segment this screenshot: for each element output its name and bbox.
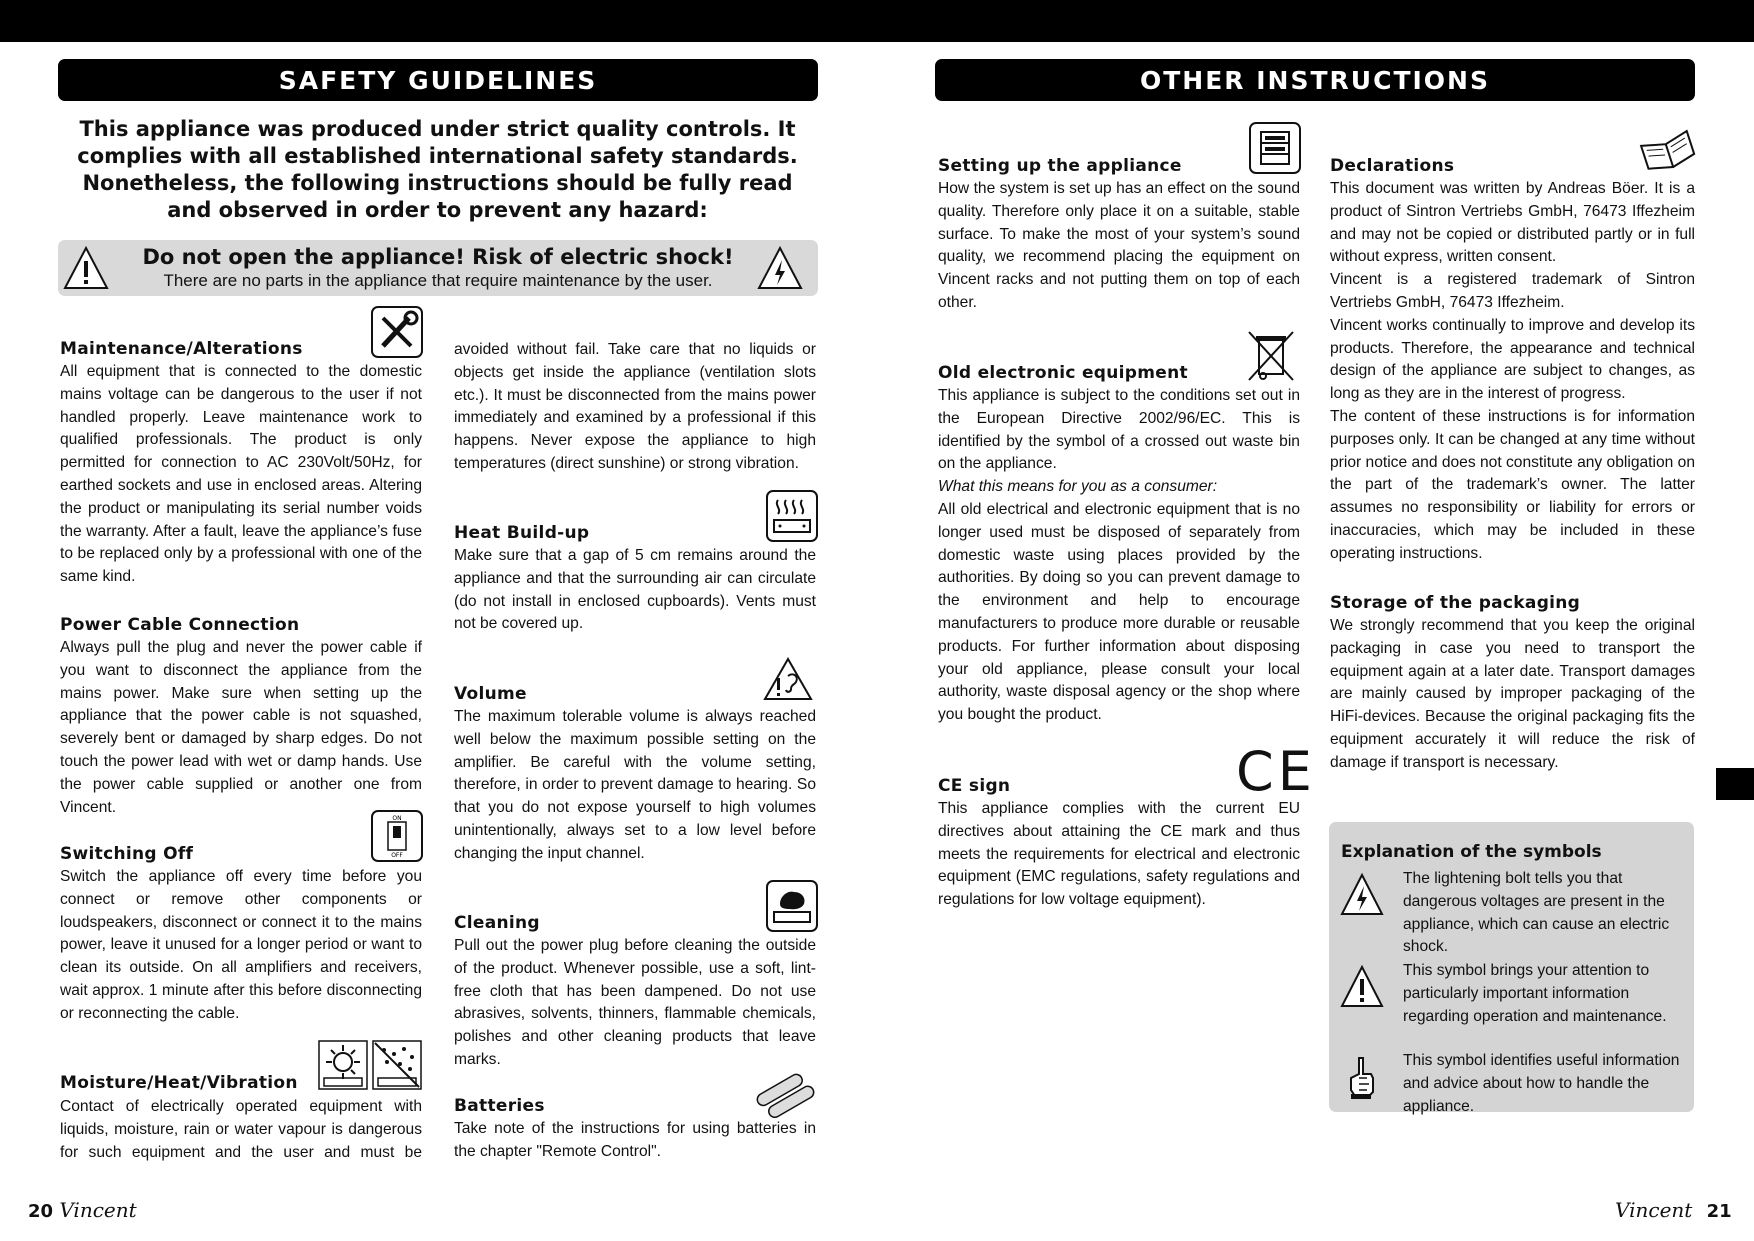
page-number-20: 20	[28, 1201, 54, 1222]
exclamation-icon	[1339, 964, 1385, 1010]
section-storage	[1330, 592, 1695, 775]
declarations-text3: Vincent works continually to improve and develop its products. Therefore, the appearance and technical design of the appliance are subject to changes, as long as they are in the interest of progress.	[1330, 316, 1695, 403]
section-declarations	[1330, 155, 1695, 566]
declarations-text: This document was written by Andreas Böer. It is a product of Sintron Vertriebs GmbH, 76473 Iffezheim and may not be copied or distributed partly or in full without express, written consent.	[1330, 180, 1695, 266]
declarations-text4: The content of these instructions is for information purposes only. It can be changed at any time without prior notice and does not constitute any obligation on the part of the trademark’s owner. The latter assumes no responsibility or liability for errors or inaccuracies, which may be included in these operating instructions.	[1330, 407, 1695, 562]
warning-text: There are no parts in the appliance that require maintenance by the user.	[163, 271, 713, 290]
other-instructions-header: OTHER INSTRUCTIONS	[935, 59, 1695, 101]
open-book-icon	[1638, 124, 1696, 172]
moisture-text-col1	[60, 1096, 422, 1166]
moisture-text-col2: avoided without fail. Take care that no liquids or objects get inside the appliance (ventilation slots etc.). It must be disconnected from the mains power immediately and examined by a professional if this happens. Never expose the appliance to high temperatures (direct sunshine) or strong vibration.	[454, 341, 816, 472]
exclamation-triangle-icon	[62, 245, 110, 291]
intro-statement: This appliance was produced under strict quality controls. It complies with all established international safety standards. Nonetheless, the following instructions should be fully read and observed in order to prevent any hazard:	[77, 117, 798, 222]
right-footer	[1615, 1198, 1732, 1222]
exclamation-description: This symbol brings your attention to particularly important information regarding operation and maintenance.	[1403, 962, 1667, 1025]
page-number-21: 21	[1706, 1201, 1732, 1222]
switching-off-title: Switching Off	[60, 844, 194, 864]
moisture-text: Contact of electrically operated equipment with liquids, moisture, rain or water vapour is dangerous for such equipment and the user and must be	[60, 1098, 422, 1161]
maintenance-text: All equipment that is connected to the domestic mains voltage can be dangerous to the user if not handled properly. Leave maintenance work to qualified professionals. The product is only permitted for connection to AC 230Volt/50Hz, for earthed sockets and use in enclosed areas. Altering the product or manipulating its serial number voids the warranty. After a fault, leave the appliance’s fuse to be replaced only by a professional with one of the same kind.	[60, 363, 422, 586]
heat-buildup-text: Make sure that a gap of 5 cm remains around the appliance and that the surrounding air can circulate (do not install in enclosed cupboards). Vents must not be covered up.	[454, 547, 816, 633]
top-black-bar	[0, 0, 1754, 42]
batteries-icon	[752, 1070, 818, 1120]
lightning-triangle-icon	[756, 245, 804, 291]
tools-icon	[371, 306, 423, 358]
cleaning-icon	[766, 880, 818, 932]
batteries-text: Take note of the instructions for using batteries in the chapter "Remote Control".	[454, 1120, 816, 1160]
ce-sign-title: CE sign	[938, 776, 1011, 796]
moisture-text-continued	[454, 339, 816, 477]
setup-title: Setting up the appliance	[938, 156, 1182, 176]
section-old-equipment	[938, 362, 1300, 727]
rain-moisture-icon	[372, 1040, 422, 1090]
symbols-title: Explanation of the symbols	[1341, 842, 1602, 862]
section-maintenance	[60, 338, 422, 589]
volume-text: The maximum tolerable volume is always reached well below the maximum possible setting on the amplifier. Be careful with the volume setting, therefore, in order to prevent damage to hearing. So that you do not expose yourself to high volumes unintentionally, always set to a low level before changing the input channel.	[454, 708, 816, 862]
old-equipment-title: Old electronic equipment	[938, 363, 1188, 383]
switch-on-label: ON	[392, 815, 402, 822]
electric-shock-warning-box	[58, 240, 818, 296]
lightning-description: The lightening bolt tells you that dangerous voltages are present in the appliance, which can cause an electric shock.	[1403, 870, 1670, 956]
symbols-explanation-box	[1329, 822, 1694, 1115]
section-power-cable	[60, 614, 422, 819]
switching-off-text: Switch the appliance off every time before you connect or remove other components or loudspeakers, disconnect or connect it to the mains power, leave it unused for a longer period or want to clean its outside. On all amplifiers and receivers, wait approx. 1 minute after this before disconnecting or reconnecting the cable.	[60, 868, 422, 1022]
moisture-title: Moisture/Heat/Vibration	[60, 1073, 298, 1093]
heat-icon	[766, 490, 818, 542]
cleaning-title: Cleaning	[454, 913, 540, 933]
vincent-logo-right: Vincent	[1615, 1198, 1693, 1222]
power-cable-title: Power Cable Connection	[60, 615, 300, 635]
storage-text: We strongly recommend that you keep the original packaging in case you need to transport the equipment again at a later date. Transport damages are mainly caused by improper packaging of the HiFi-devices. Because the original packaging fits the equipment accurately it will reduce the risk of damage if transport is necessary.	[1330, 617, 1695, 771]
warning-title: Do not open the appliance! Risk of electric shock!	[142, 245, 734, 269]
chapter-tab-marker	[1716, 768, 1754, 800]
storage-title: Storage of the packaging	[1330, 593, 1581, 613]
volume-title: Volume	[454, 684, 527, 704]
heat-buildup-title: Heat Build-up	[454, 523, 590, 543]
old-equipment-consumer: What this means for you as a consumer:	[938, 478, 1218, 496]
hearing-warning-icon	[762, 656, 814, 702]
declarations-text2: Vincent is a registered trademark of Sintron Vertriebs GmbH, 76473 Iffezheim.	[1330, 271, 1695, 311]
ce-mark-icon: CE	[1236, 740, 1316, 803]
old-equipment-text: This appliance is subject to the conditions set out in the European Directive 2002/96/EC. This is identified by the symbol of a crossed out waste bin on the appliance.	[938, 387, 1300, 473]
sun-heat-icon	[318, 1040, 368, 1090]
equipment-rack-icon	[1249, 122, 1301, 174]
setup-text: How the system is set up has an effect on the sound quality. Therefore only place it on a suitable, stable surface. To make the most of your system’s sound quality, we recommend placing the equipment on Vincent racks and not putting them on top of each other.	[938, 180, 1300, 311]
vincent-logo: Vincent	[59, 1198, 137, 1222]
cleaning-text: Pull out the power plug before cleaning the outside of the product. Whenever possible, use a soft, lint-free cloth that has been dampened. Do not use abrasives, solvents, thinners, flammable chemicals, polishes and other cleaning products that leave marks.	[454, 937, 816, 1068]
section-switching-off	[60, 843, 422, 1026]
hand-description: This symbol identifies useful information and advice about how to handle the appliance.	[1403, 1052, 1680, 1115]
section-cleaning	[454, 912, 816, 1072]
left-footer	[28, 1198, 137, 1222]
switch-off-label: OFF	[391, 852, 403, 859]
section-setup	[938, 155, 1300, 315]
section-heat-buildup	[454, 522, 816, 636]
old-equipment-text2: All old electrical and electronic equipment that is no longer used must be disposed of separately from domestic waste using places provided by the authorities. By doing so you can prevent damage to the environment and help to encourage manufacturers to produce more durable or reusable products. For further information about disposing your old appliance, please consult your local authority, waste disposal agency or the shop where you bought the product.	[938, 500, 1300, 724]
maintenance-title: Maintenance/Alterations	[60, 339, 303, 359]
power-switch-icon	[371, 810, 423, 862]
pointing-hand-icon	[1339, 1054, 1385, 1100]
crossed-bin-icon	[1245, 328, 1297, 384]
lightning-icon	[1339, 872, 1385, 918]
power-cable-text: Always pull the plug and never the power cable if you want to disconnect the appliance from the mains power. Make sure when setting up the appliance that the power cable is not squashed, severely bent or damaged by sharp edges. Do not touch the power lead with wet or damp hands. Use the power cable supplied or another one from Vincent.	[60, 639, 422, 816]
section-volume	[454, 683, 816, 866]
ce-sign-text: This appliance complies with the current EU directives about attaining the CE mark and thus meets the requirements for electrical and electronic equipment (EMC regulations, safety regulations and regulations for low voltage equipment).	[938, 800, 1300, 909]
safety-guidelines-header: SAFETY GUIDELINES	[58, 59, 818, 101]
batteries-title: Batteries	[454, 1096, 545, 1116]
declarations-title: Declarations	[1330, 156, 1455, 176]
